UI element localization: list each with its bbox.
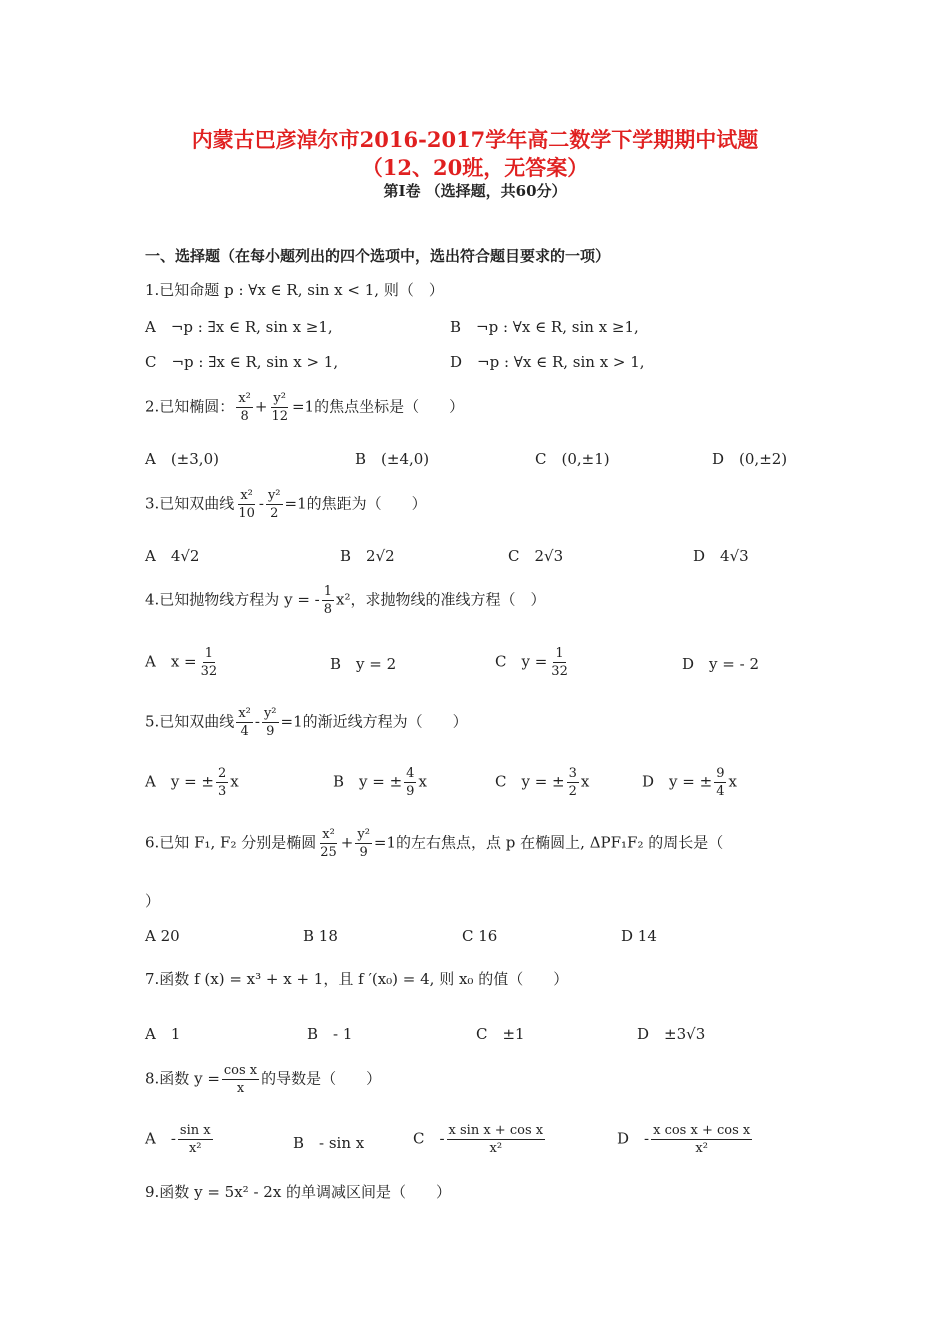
question-3: 3.已知双曲线 $\frac{\text{x²}}{10}$ - $\frac{\text{y²}}{2}$ =1的焦距为（ ） <box>145 488 427 521</box>
question-1: 1.已知命题 p : ∀x ∈ R, sin x < 1, 则（ ） <box>145 281 444 299</box>
q2-option-c: C (0,±1) <box>535 450 610 468</box>
q8-option-d: D - $\frac{\text{x cos x + cos x}}{\text{x²}}$ <box>617 1123 751 1156</box>
q7-option-b: B - 1 <box>307 1025 353 1043</box>
question-2: 2.已知椭圆： $\frac{\text{x²}}{8}$ + $\frac{\text{y²}}{12}$ =1的焦点坐标是（ ） <box>145 391 465 424</box>
q6-option-d: D 14 <box>621 927 657 945</box>
q4-option-a: A x = $\frac{1}{32}$ <box>145 646 218 679</box>
q4-option-c: C y = $\frac{1}{32}$ <box>495 646 568 679</box>
q3-option-d: D 4√3 <box>693 547 749 565</box>
question-9: 9.函数 y = 5x² - 2x 的单调减区间是（ ） <box>145 1183 452 1201</box>
question-4: 4.已知抛物线方程为 y = - $\frac{1}{8}$ x²，求抛物线的准线方程（ ） <box>145 584 546 617</box>
q4-option-b: B y = 2 <box>330 655 397 673</box>
section-heading: 一、选择题（在每小题列出的四个选项中，选出符合题目要求的一项） <box>145 247 611 265</box>
q7-option-a: A 1 <box>145 1025 181 1043</box>
q1-option-c: C ¬p : ∃x ∈ R, sin x > 1, <box>145 353 339 371</box>
question-7: 7.函数 f (x) = x³ + x + 1，且 f ′(x₀) = 4, 则 x₀ 的值（ ） <box>145 970 569 988</box>
question-6: 6.已知 F₁, F₂ 分别是椭圆 $\frac{\text{x²}}{25}$ + $\frac{\text{y²}}{9}$ =1的左右焦点，点 p 在椭圆上, ΔPF₁F₂ 的周长是（ <box>145 827 724 860</box>
q8-option-b: B - sin x <box>293 1134 365 1152</box>
question-8: 8.函数 y = $\frac{\text{cos x}}{x}$ 的导数是（ ） <box>145 1063 382 1096</box>
q1-option-b: B ¬p : ∀x ∈ R, sin x ≥1, <box>450 318 639 336</box>
q5-option-c: C y = ± $\frac{3}{2}$ x <box>495 766 590 799</box>
q3-option-b: B 2√2 <box>340 547 395 565</box>
q5-option-d: D y = ± $\frac{9}{4}$ x <box>642 766 737 799</box>
page-subtitle: （12、20班，无答案） <box>361 155 589 180</box>
q4-option-d: D y = - 2 <box>682 655 759 673</box>
volume-heading: 第Ⅰ卷 （选择题，共60分） <box>383 182 567 200</box>
q7-option-d: D ±3√3 <box>637 1025 706 1043</box>
q2-option-a: A (±3,0) <box>145 450 219 468</box>
q7-option-c: C ±1 <box>476 1025 525 1043</box>
q2-option-b: B (±4,0) <box>355 450 430 468</box>
question-5: 5.已知双曲线 $\frac{\text{x²}}{4}$ - $\frac{\text{y²}}{9}$ =1的渐近线方程为（ ） <box>145 706 468 739</box>
q6-option-a: A 20 <box>145 927 180 945</box>
q8-option-c: C - $\frac{\text{x sin x + cos x}}{\text{x²}}$ <box>413 1123 544 1156</box>
q2-option-d: D (0,±2) <box>712 450 788 468</box>
q8-option-a: A - $\frac{\text{sin x}}{\text{x²}}$ <box>145 1123 211 1156</box>
page-title: 内蒙古巴彦淖尔市2016-2017学年高二数学下学期期中试题 <box>191 127 759 152</box>
question-6-continuation: ） <box>145 892 161 910</box>
q6-option-b: B 18 <box>303 927 338 945</box>
q3-option-a: A 4√2 <box>145 547 200 565</box>
q6-option-c: C 16 <box>462 927 498 945</box>
q1-option-a: A ¬p : ∃x ∈ R, sin x ≥1, <box>145 318 333 336</box>
q1-option-d: D ¬p : ∀x ∈ R, sin x > 1, <box>450 353 645 371</box>
q5-option-b: B y = ± $\frac{4}{9}$ x <box>333 766 427 799</box>
q3-option-c: C 2√3 <box>508 547 564 565</box>
q5-option-a: A y = ± $\frac{2}{3}$ x <box>145 766 239 799</box>
